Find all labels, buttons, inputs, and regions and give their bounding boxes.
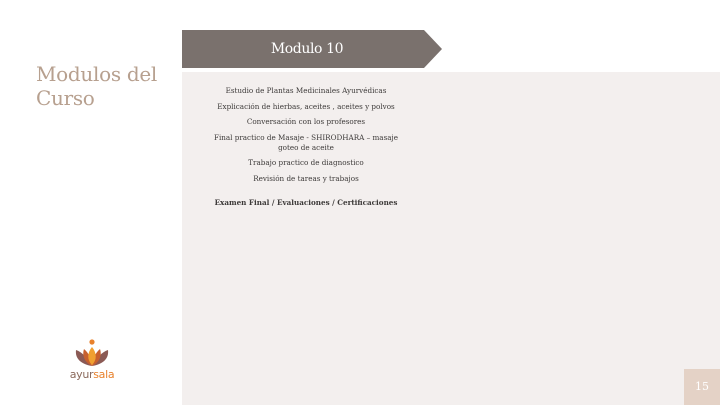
lotus-flame-icon — [66, 338, 118, 370]
final-exam-item: Examen Final / Evaluaciones / Certificaciones — [214, 197, 398, 207]
slide-title: Modulos del Curso — [36, 62, 157, 110]
module-item: Estudio de Plantas Medicinales Ayurvédicas — [225, 86, 387, 95]
module-item: Revisión de tareas y trabajos — [253, 173, 359, 183]
module-banner — [182, 30, 442, 68]
module-banner-label: Modulo 10 — [270, 41, 344, 57]
module-item: Trabajo practico de diagnostico — [248, 158, 364, 168]
module-item: Final practico de Masaje - SHIRODHARA – masaje goteo de aceite — [213, 132, 399, 152]
module-item-list — [208, 86, 404, 208]
module-item: Conversación con los profesores — [246, 117, 366, 127]
logo-wordmark: ayursala — [69, 368, 115, 381]
page-number: 15 — [684, 369, 720, 405]
ayursala-logo — [66, 338, 118, 384]
module-item: Explicación de hierbas, aceites , aceites y polvos — [217, 101, 395, 111]
